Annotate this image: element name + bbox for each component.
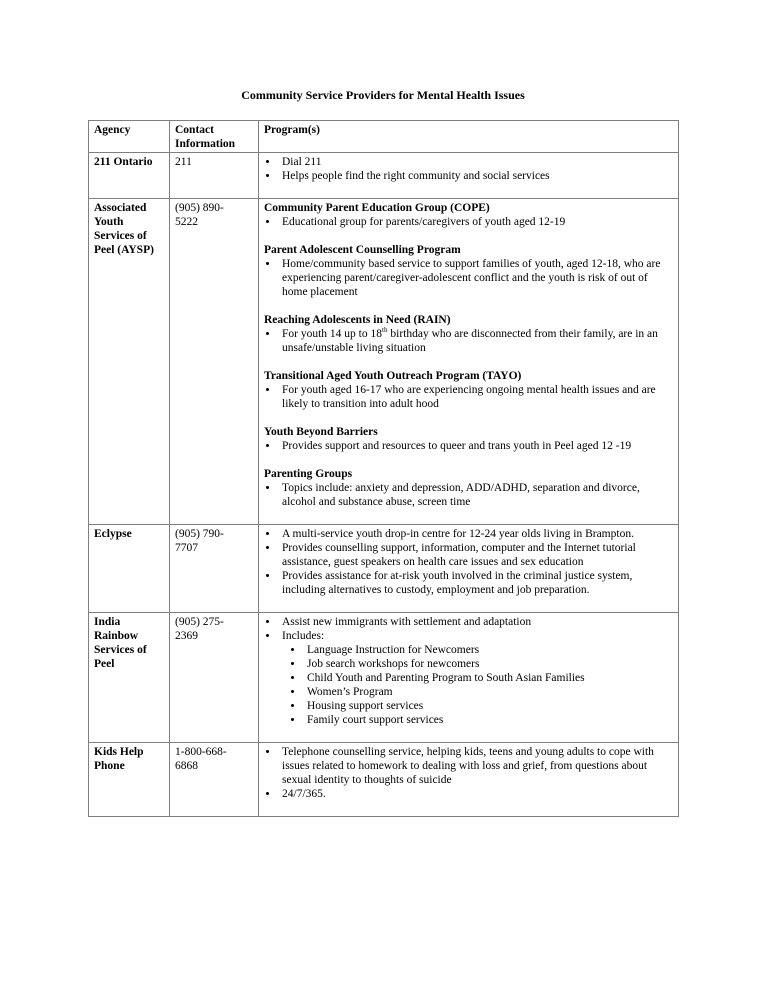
bullet-item: • A multi-service youth drop-in centre for 12-24 year olds living in Brampton. xyxy=(279,527,673,541)
program-heading: Community Parent Education Group (COPE) xyxy=(264,202,490,214)
bullet-item: • Provides support and resources to queer and trans youth in Peel aged 12 -19 xyxy=(279,439,673,453)
bullet-list xyxy=(264,439,673,453)
bullet-item: • Home/community based service to support families of youth, aged 12-18, who are experiencing parent/caregiver-adolescent conflict and the youth is risk of out of home placement xyxy=(279,257,673,299)
programs-cell xyxy=(259,153,679,199)
sub-bullet-item: • Job search workshops for newcomers xyxy=(304,657,673,671)
agency-name-line: Services of xyxy=(94,644,147,656)
document-content xyxy=(88,88,678,817)
bullet-list xyxy=(264,155,673,183)
header-agency: Agency xyxy=(89,121,170,153)
program-block xyxy=(264,201,673,229)
programs-cell xyxy=(259,743,679,817)
bullet-list xyxy=(264,215,673,229)
bullet-list xyxy=(264,615,673,727)
contact-line: (905) 790- xyxy=(175,528,224,540)
program-block xyxy=(264,313,673,355)
program-block xyxy=(264,155,673,183)
sub-bullet-item: • Housing support services xyxy=(304,699,673,713)
table-row xyxy=(89,743,679,817)
bullet-item: • Educational group for parents/caregivers of youth aged 12-19 xyxy=(279,215,673,229)
sub-bullet-item: • Child Youth and Parenting Program to South Asian Families xyxy=(304,671,673,685)
header-contact-information: Contact Information xyxy=(170,121,259,153)
contact-line: 7707 xyxy=(175,542,198,554)
contact-cell xyxy=(170,743,259,817)
bullet-item: • Provides counselling support, information, computer and the Internet tutorial assistance, guest speakers on health care issues and sex education xyxy=(279,541,673,569)
agency-name-line: Rainbow xyxy=(94,630,139,642)
table-body xyxy=(89,153,679,817)
agency-cell xyxy=(89,153,170,199)
bullet-item: • Helps people find the right community and social services xyxy=(279,169,673,183)
program-block xyxy=(264,243,673,299)
bullet-item: • For youth 14 up to 18th birthday who are disconnected from their family, are in an unsafe/unstable living situation xyxy=(279,327,673,355)
program-block xyxy=(264,745,673,801)
agency-cell xyxy=(89,525,170,613)
superscript-text: th xyxy=(382,326,388,335)
contact-cell xyxy=(170,153,259,199)
bullet-list xyxy=(264,481,673,509)
sub-bullet-item: • Family court support services xyxy=(304,713,673,727)
contact-line: (905) 890- xyxy=(175,202,224,214)
program-heading: Parent Adolescent Counselling Program xyxy=(264,244,461,256)
agency-name-line: Kids Help xyxy=(94,746,144,758)
agency-name-line: Phone xyxy=(94,760,125,772)
bullet-list xyxy=(264,745,673,801)
agency-cell xyxy=(89,743,170,817)
program-block xyxy=(264,467,673,509)
agency-name-line: Associated xyxy=(94,202,147,214)
program-heading: Parenting Groups xyxy=(264,468,353,480)
program-block xyxy=(264,527,673,597)
bullet-item: • Provides assistance for at-risk youth involved in the criminal justice system, including alternatives to custody, employment and job preparation. xyxy=(279,569,673,597)
agency-name-line: Youth xyxy=(94,216,124,228)
program-heading: Reaching Adolescents in Need (RAIN) xyxy=(264,314,451,326)
table-row xyxy=(89,153,679,199)
agency-name-line: 211 Ontario xyxy=(94,156,153,168)
programs-cell xyxy=(259,613,679,743)
contact-cell xyxy=(170,525,259,613)
bullet-item: • Assist new immigrants with settlement and adaptation xyxy=(279,615,673,629)
bullet-item: • 24/7/365. xyxy=(279,787,673,801)
header-row xyxy=(89,121,679,153)
sub-bullet-list xyxy=(282,643,673,727)
agency-name-line: Services of xyxy=(94,230,147,242)
program-block xyxy=(264,615,673,727)
contact-line: 6868 xyxy=(175,760,198,772)
agency-name-line: Peel xyxy=(94,658,115,670)
program-heading: Youth Beyond Barriers xyxy=(264,426,378,438)
document-title: Community Service Providers for Mental Health Issues xyxy=(241,88,525,102)
providers-table xyxy=(88,120,679,817)
bullet-item: • For youth aged 16-17 who are experiencing ongoing mental health issues and are likely to transition into adult hood xyxy=(279,383,673,411)
bullet-item: • Dial 211 xyxy=(279,155,673,169)
agency-name-line: India xyxy=(94,616,121,628)
bullet-list xyxy=(264,327,673,355)
contact-line: (905) 275- xyxy=(175,616,224,628)
header-programs: Program(s) xyxy=(259,121,679,153)
bullet-list xyxy=(264,257,673,299)
contact-line: 2369 xyxy=(175,630,198,642)
contact-line: 1-800-668- xyxy=(175,746,227,758)
bullet-list xyxy=(264,383,673,411)
agency-name-line: Peel (AYSP) xyxy=(94,244,154,256)
bullet-list xyxy=(264,527,673,597)
program-heading: Transitional Aged Youth Outreach Program (TAYO) xyxy=(264,370,522,382)
contact-line: 5222 xyxy=(175,216,198,228)
bullet-item: • Topics include: anxiety and depression, ADD/ADHD, separation and divorce, alcohol and substance abuse, screen time xyxy=(279,481,673,509)
bullet-item: • Includes: • Language Instruction for Newcomers • Job search workshops for newcomers • Child Youth and Parenting Program to South Asian Families • Women’s Program • Housing support services • Family court support services xyxy=(279,629,673,727)
agency-name-line: Eclypse xyxy=(94,528,132,540)
sub-bullet-item: • Language Instruction for Newcomers xyxy=(304,643,673,657)
agency-cell xyxy=(89,199,170,525)
program-block xyxy=(264,425,673,453)
sub-bullet-item: • Women’s Program xyxy=(304,685,673,699)
table-row xyxy=(89,613,679,743)
table-row xyxy=(89,525,679,613)
contact-cell xyxy=(170,199,259,525)
agency-cell xyxy=(89,613,170,743)
programs-cell xyxy=(259,199,679,525)
programs-cell xyxy=(259,525,679,613)
bullet-item: • Telephone counselling service, helping kids, teens and young adults to cope with issues related to homework to dealing with loss and grief, from questions about sexual identity to thoughts of suicide xyxy=(279,745,673,787)
program-block xyxy=(264,369,673,411)
contact-line: 211 xyxy=(175,156,192,168)
table-row xyxy=(89,199,679,525)
contact-cell xyxy=(170,613,259,743)
